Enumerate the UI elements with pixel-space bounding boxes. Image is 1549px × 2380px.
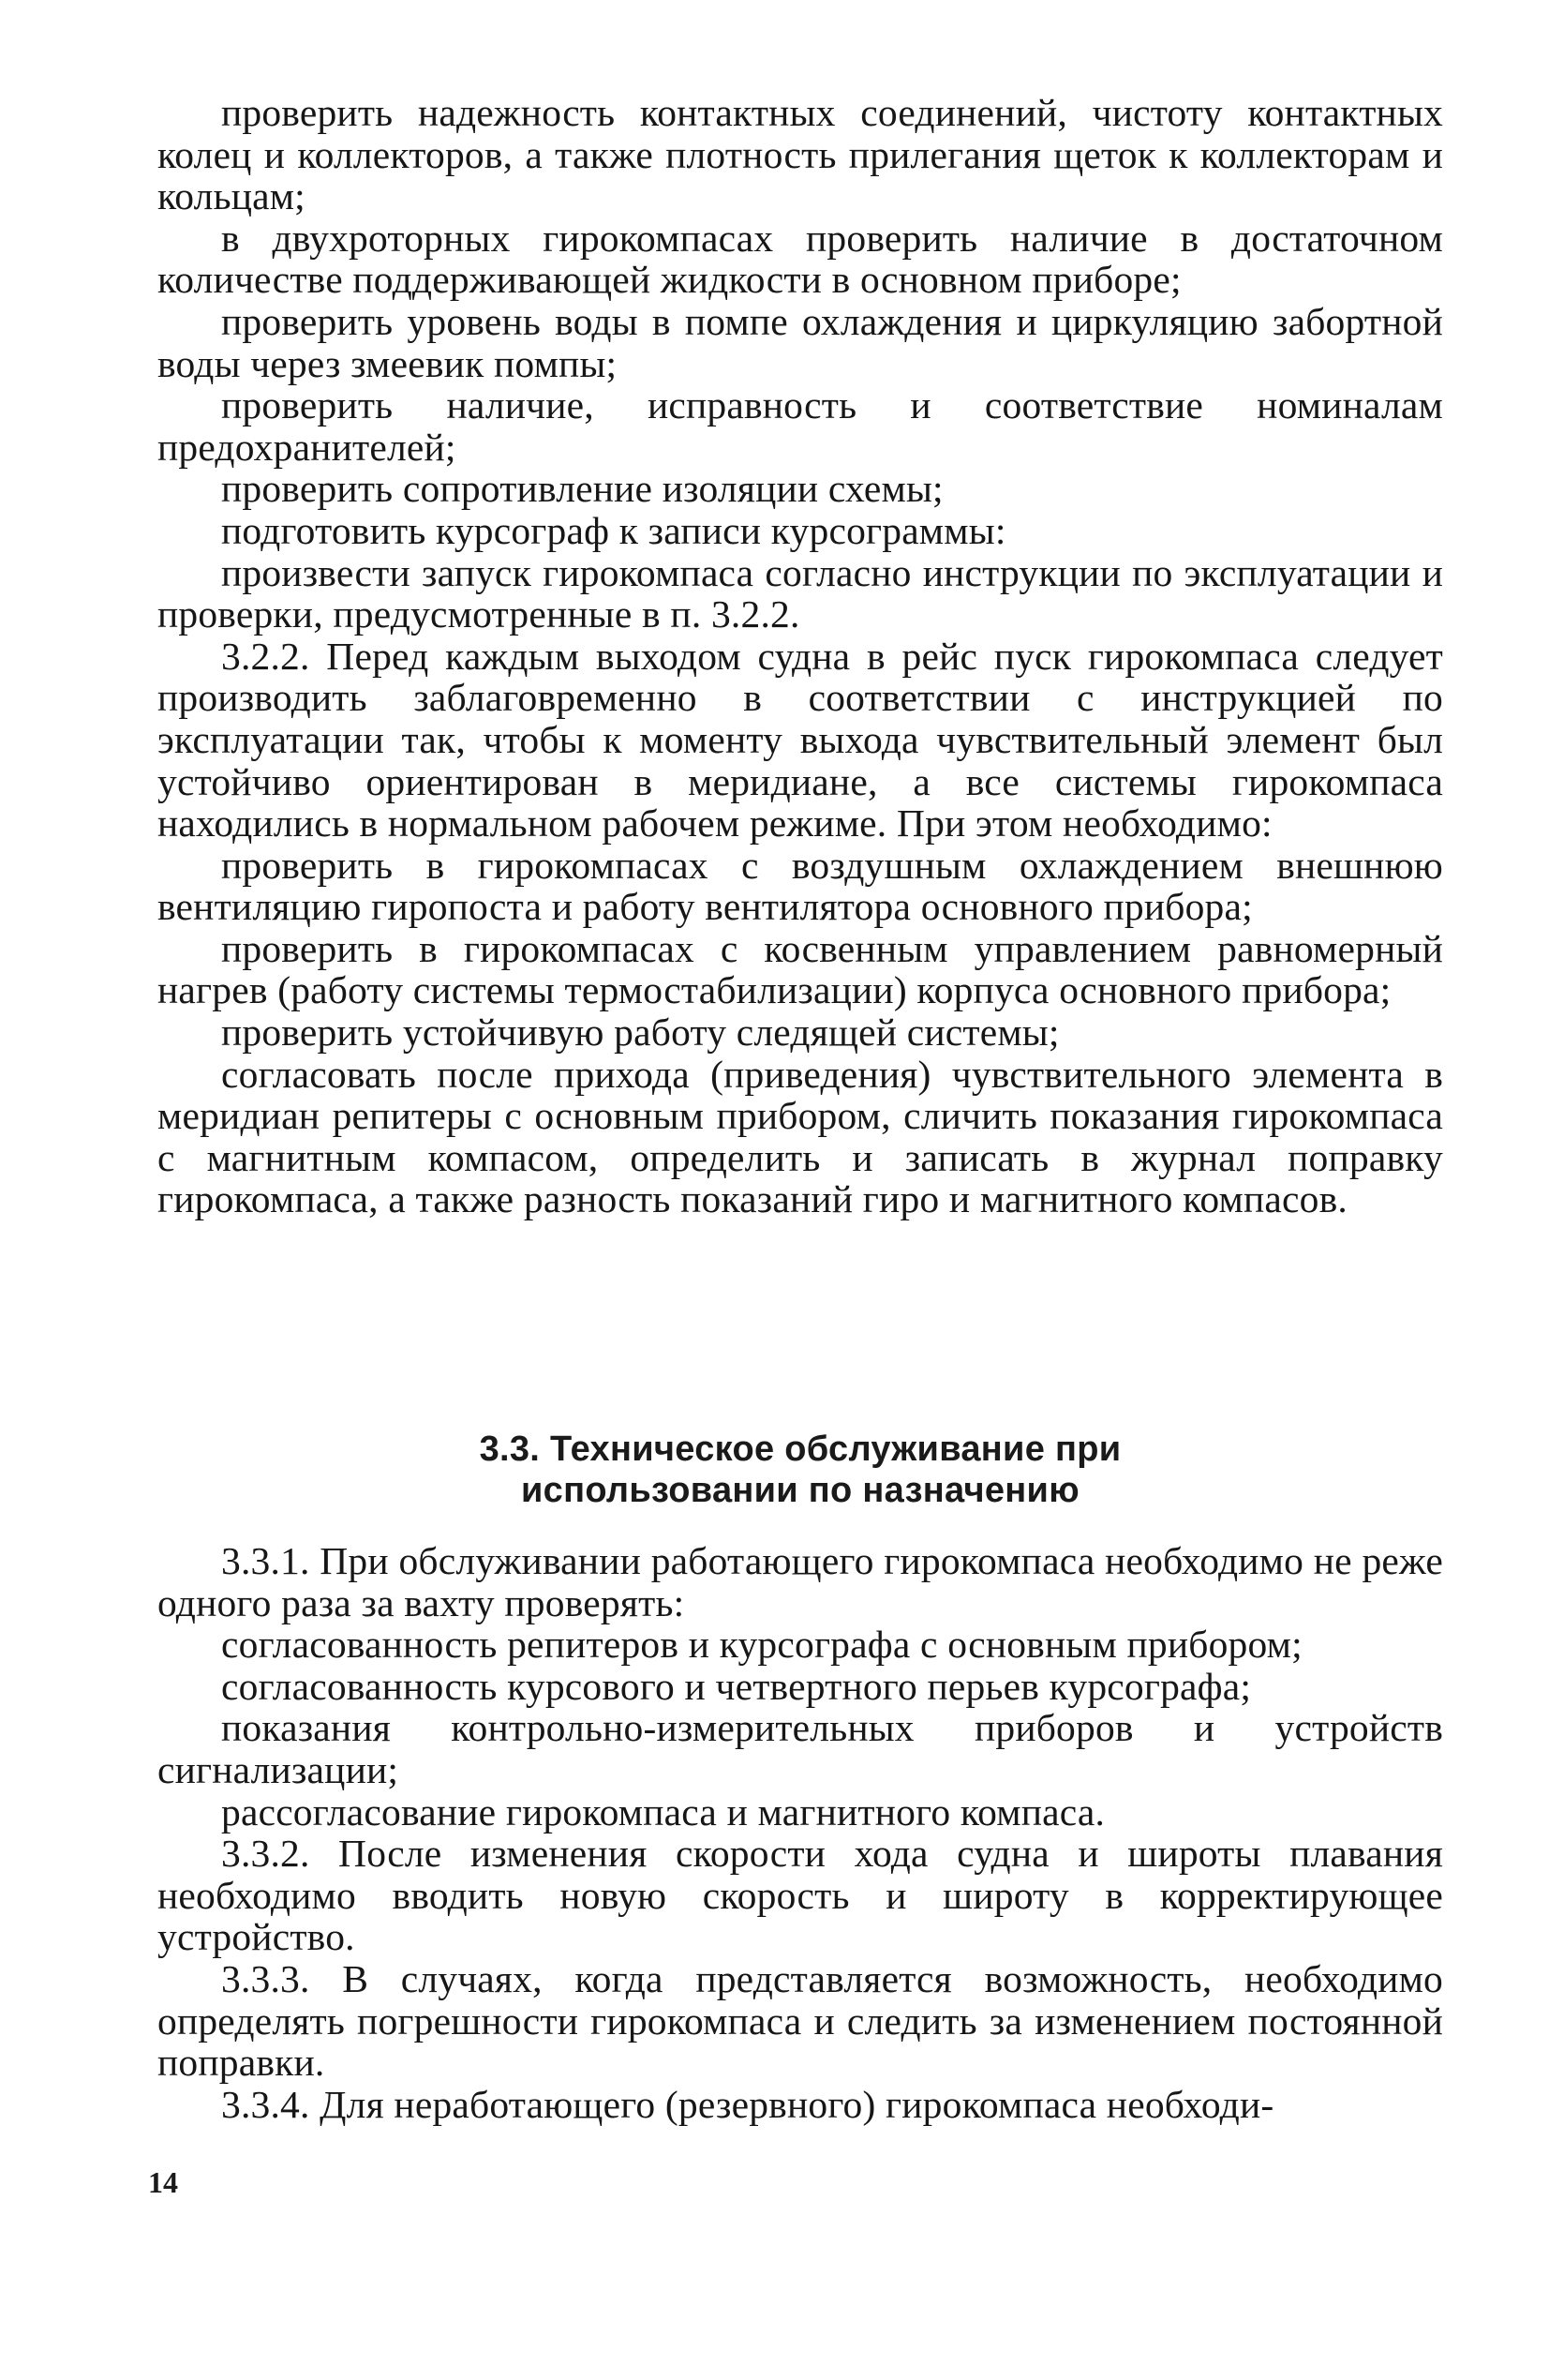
section-heading	[157, 1429, 1443, 1511]
paragraph: проверить в гирокомпасах с косвенным управлением равномерный нагрев (работу системы термостабилизации) корпуса основного прибора;	[157, 926, 1443, 1012]
paragraph: проверить наличие, исправность и соответствие номиналам предохранителей;	[157, 383, 1443, 469]
paragraph: проверить надежность контактных соединений, чистоту контактных колец и коллекторов, а также плотность прилегания щеток к коллекторам и кольцам;	[157, 91, 1443, 218]
paragraph: проверить уровень воды в помпе охлаждения и циркуляцию забортной воды через змеевик помпы;	[157, 299, 1443, 385]
paragraph: 3.3.2. После изменения скорости хода судна и широты плавания необходимо вводить новую скорость и широту в корректирующее устройство.	[157, 1832, 1443, 1959]
paragraph: в двухроторных гирокомпасах проверить наличие в достаточном количестве поддерживающей жидкости в основном приборе;	[157, 216, 1443, 302]
paragraph: 3.3.4. Для неработающего (резервного) гирокомпаса необходи-	[221, 2082, 1274, 2126]
paragraph: произвести запуск гирокомпаса согласно инструкции по эксплуатации и проверки, предусмотренные в п. 3.2.2.	[157, 550, 1443, 636]
paragraph: проверить сопротивление изоляции схемы;	[221, 467, 944, 511]
paragraph: согласовать после прихода (приведения) чувствительного элемента в меридиан репитеры с основным прибором, сличить показания гирокомпаса с магнитным компасом, определить и записать в журнал поправку гирокомпаса, а также разность показаний гиро и магнитного компасов.	[157, 1052, 1443, 1221]
paragraph: проверить в гирокомпасах с воздушным охлаждением внешнюю вентиляцию гиропоста и работу вентилятора основного прибора;	[157, 843, 1443, 929]
text-block-top	[157, 92, 1443, 1220]
paragraph: 3.3.1. При обслуживании работающего гирокомпаса необходимо не реже одного раза за вахту проверять:	[157, 1539, 1443, 1624]
page-number: 14	[148, 2165, 178, 2199]
paragraph: показания контрольно-измерительных приборов и устройств сигнализации;	[157, 1706, 1443, 1791]
paragraph: подготовить курсограф к записи курсограммы:	[221, 508, 1006, 552]
paragraph: рассогласование гирокомпаса и магнитного компаса.	[221, 1789, 1106, 1834]
paragraph: согласованность репитеров и курсографа с основным прибором;	[221, 1623, 1303, 1667]
paragraph: 3.3.3. В случаях, когда представляется возможность, необходимо определять погрешности гирокомпаса и следить за изменением постоянной поправки.	[157, 1956, 1443, 2085]
text-block-bottom	[157, 1540, 1443, 2125]
paragraph: согласованность курсового и четвертного перьев курсографа;	[221, 1664, 1252, 1708]
section-heading-line-2: использовании по назначению	[521, 1471, 1080, 1510]
paragraph: проверить устойчивую работу следящей системы;	[221, 1010, 1060, 1055]
section-heading-line-1: 3.3. Техническое обслуживание при	[479, 1429, 1122, 1469]
paragraph: 3.2.2. Перед каждым выходом судна в рейс пуск гирокомпаса следует производить заблаговременно в соответствии с инструкцией по эксплуатации так, чтобы к моменту выхода чувствительный элемент был устойчиво ориентирован в меридиане, а все системы гирокомпаса находились в нормальном рабочем режиме. При этом необходимо:	[157, 634, 1443, 846]
